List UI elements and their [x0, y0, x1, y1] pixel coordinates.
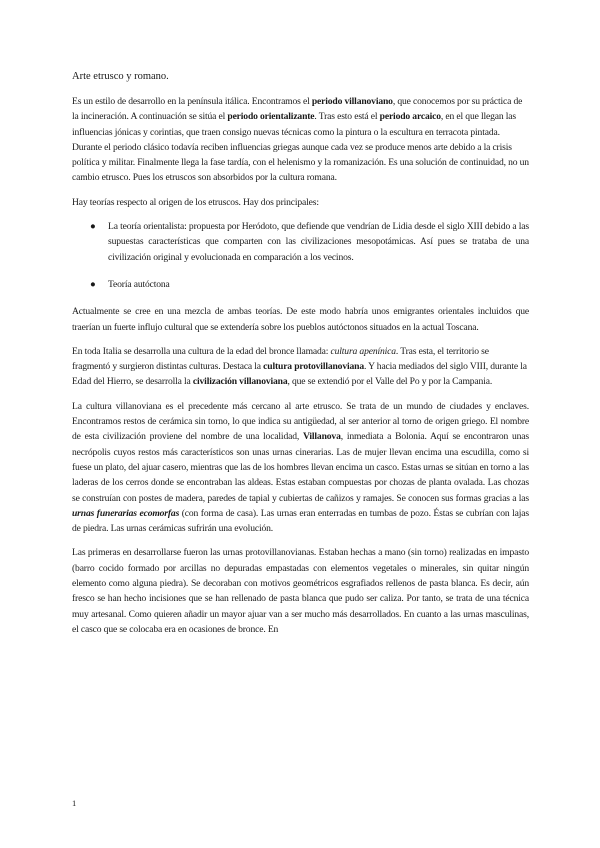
text-run: , en el que llegan las influencias jónicas y corintias, que traen consigo nuevas técnicas como la pintura o la escultura en terracota pintada. Durante el periodo clásico todavía reciben influencias griegas aunque cada vez se produce menos arte debido a la crisis política y militar. Finalmente llega la fase tardía, con el helenismo y la romanización. Es una solución de continuidad, no un cambio etrusco. Pues los etruscos son absorbidos por la cultura romana. — [72, 111, 529, 184]
bold-italic-term: urnas funerarias ecomorfas — [72, 507, 180, 519]
text-run: , inmediata a Bolonia. Aquí se encontraron unas necrópolis cuyos restos más característicos son unas urnas cinerarias. Las de mujer llevan encima una escudilla, como si fuese un plato, del ajuar casero, mientras que las de los hombres llevan encima un casco. Estas urnas se sitúan en torno a las laderas de los cerros donde se encontraban las aldeas. Estas estaban compuestas por chozas de planta ovalada. Las chozas se construían con postes de madera, paredes de tapial y cubiertas de cañizos y ramajes. Se conocen sus formas gracias a las — [72, 431, 529, 504]
theories-list — [72, 219, 529, 292]
paragraph-mixed-theory: Actualmente se cree en una mezcla de ambas teorías. De este modo habría unos emigrantes orientales incluidos que traerían un fuerte influjo cultural que se extendería sobre los pueblos autóctonos situados en la actual Toscana. — [72, 306, 529, 333]
list-item — [72, 219, 529, 265]
bold-term: cultura protovillanoviana — [263, 361, 364, 373]
text-run: , que conocemos por su práctica de la incineración. A continuación se sitúa el — [72, 96, 523, 123]
list-item-text: La teoría orientalista: propuesta por Heródoto, que defiende que vendrían de Lidia desde el siglo XIII debido a las supuestas características que comparten con las civilizaciones mesopotámicas. Así pues se trataba de una civilización original y evolucionada en comparación a los vecinos. — [108, 221, 529, 263]
bullet-icon: ● — [90, 278, 96, 290]
paragraph-protovillanovan-urns: Las primeras en desarrollarse fueron las urnas protovillanovianas. Estaban hechas a mano (sin torno) realizadas en impasto (barro cocido formado por arcillas no depuradas empastadas con elementos vegetales o minerales, sin quitar ningún elemento como alguna piedra). Se decoraban con motivos geométricos esgrafiados rellenos de pasta blanca. Es decir, aún fresco se han hecho incisiones que se han rellenado de pasta blanca que pudo ser caliza. Por tanto, se trata de una técnica muy artesanal. Como quieren añadir un mayor ajuar van a ser mucho más desarrollados. En cuanto a las urnas masculinas, el casco que se colocaba era en ocasiones de bronce. En — [72, 547, 529, 635]
list-item — [72, 277, 529, 292]
list-item-text: Teoría autóctona — [108, 278, 170, 290]
text-run: En toda Italia se desarrolla una cultura de la edad del bronce llamada: — [72, 345, 331, 357]
paragraph-theories-intro: Hay teorías respecto al origen de los etruscos. Hay dos principales: — [72, 196, 319, 208]
bold-term: civilización villanoviana — [192, 376, 288, 388]
bullet-icon: ● — [90, 221, 96, 233]
bold-term: periodo villanoviano — [311, 96, 393, 107]
text-run: . Tras esta, el territorio se fragmentó y surgieron distintas culturas. Destaca la — [72, 345, 489, 373]
page-number: 1 — [72, 798, 77, 808]
paragraph-periods — [72, 94, 529, 186]
bold-term: Villanova — [302, 431, 341, 443]
italic-term: cultura apenínica — [330, 345, 396, 357]
text-run: La cultura villanoviana es el precedente más cercano al arte etrusco. Se trata de un mundo de ciudades y enclaves. Encontramos restos de cerámica sin torno, lo que indica su antigüedad, al ser anterior al torno de origen griego. El nombre de esta civilización proviene del nombre de una localidad, — [72, 400, 529, 443]
text-run: Es un estilo de desarrollo en la península itálica. Encontramos el — [72, 96, 312, 107]
text-run: (con forma de casa). Las urnas eran enterradas en tumbas de pozo. Éstas se cubrían con lajas de piedra. Las urnas cerámicas sufrirán una evolución. — [72, 507, 529, 535]
bold-term: periodo orientalizante — [227, 111, 315, 123]
document-page — [72, 70, 529, 646]
text-run: . Y hacia mediados del siglo VIII, durante la Edad del Hierro, se desarrolla la — [72, 361, 527, 388]
paragraph-bronze-age — [72, 344, 529, 390]
bold-term: periodo arcaico — [379, 111, 441, 123]
text-run: . Tras esto está el — [314, 111, 380, 123]
paragraph-villanovan-culture — [72, 399, 529, 537]
document-title: Arte etrusco y romano. — [72, 71, 169, 82]
text-run: , que se extendió por el Valle del Po y por la Campania. — [287, 376, 493, 388]
